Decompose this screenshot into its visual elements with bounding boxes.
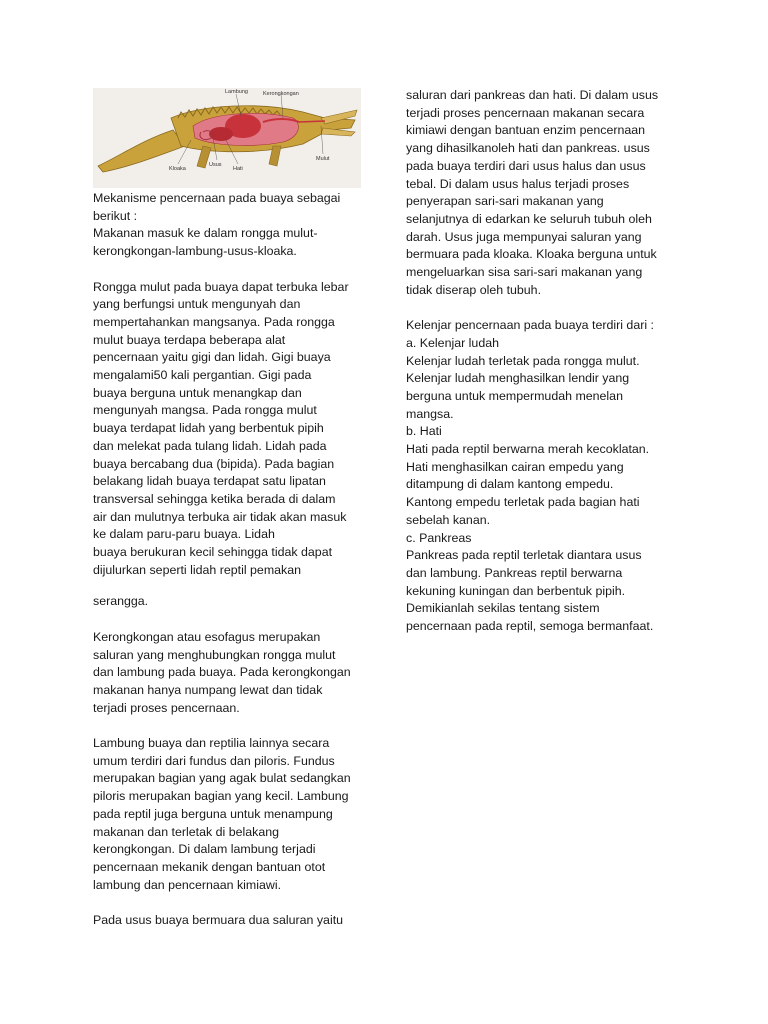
intestine-paragraph: saluran dari pankreas dan hati. Di dalam usus terjadi proses pencernaan makanan secara kimiawi dengan bantuan enzim pencernaan yang dihasilkanoleh hati dan pankreas. usus pada buaya terdiri dari usus halus dan usus tebal. Di dalam usus halus terjadi proses penyerapan sari-sari makanan yang selanjutnya di edarkan ke seluruh tubuh oleh darah. Usus juga mempunyai saluran yang bermuara pada kloaka. Kloaka berguna untuk mengeluarkan sisa sari-sari makanan yang tidak diserap oleh tubuh.	[406, 88, 659, 297]
mouth-paragraph-end: serangga.	[93, 594, 149, 609]
crocodile-illustration	[93, 88, 361, 188]
esophagus-front	[299, 121, 325, 122]
crocodile-digestion-figure	[93, 88, 361, 188]
intro-paragraph: Mekanisme pencernaan pada buaya sebagai berikut : Makanan masuk ke dalam rongga mulut- kerongkongan-lambung-usus-kloaka.	[93, 191, 341, 259]
label-mulut: Mulut	[316, 156, 330, 162]
intestine-paragraph-start: Pada usus buaya bermuara dua saluran yaitu	[93, 913, 344, 928]
label-usus: Usus	[209, 162, 222, 168]
left-column	[93, 190, 365, 930]
label-kloaka: Kloaka	[169, 166, 186, 172]
right-column	[406, 87, 676, 636]
label-hati: Hati	[233, 166, 243, 172]
mouth-paragraph: Rongga mulut pada buaya dapat terbuka lebar yang berfungsi untuk mengunyah dan mempertahankan mangsanya. Pada rongga mulut buaya terdapa beberapa alat pencernaan yaitu gigi dan lidah. Gigi buaya mengalami50 kali pergantian. Gigi pada buaya berguna untuk menangkap dan mengunyah mangsa. Pada rongga mulut buaya terdapat lidah yang berbentuk pipih dan melekat pada tulang lidah. Lidah pada buaya bercabang dua (bipida). Pada bagian belakang lidah buaya terdapat satu lipatan transversal sehingga ketika berada di dalam air dan mulutnya terbuka air tidak akan masuk ke dalam paru-paru buaya. Lidah buaya berukuran kecil sehingga tidak dapat dijulurkan seperti lidah reptil pemakan	[93, 279, 349, 577]
esophagus-paragraph: Kerongkongan atau esofagus merupakan saluran yang menghubungkan rongga mulut dan lambung pada buaya. Pada kerongkongan makanan hanya numpang lewat dan tidak terjadi proses pencernaan.	[93, 629, 351, 715]
label-lambung: Lambung	[225, 89, 248, 95]
stomach-paragraph: Lambung buaya dan reptilia lainnya secara umum terdiri dari fundus dan piloris. Fundus merupakan bagian yang agak bulat sedangkan piloris merupakan bagian yang kecil. Lambung pada reptil juga berguna untuk menampung makanan dan terletak di belakang kerongkongan. Di dalam lambung terjadi pencernaan mekanik dengan bantuan otot lambung dan pencernaan kimiawi.	[93, 736, 351, 892]
glands-paragraph: Kelenjar pencernaan pada buaya terdiri dari : a. Kelenjar ludah Kelenjar ludah terletak pada rongga mulut. Kelenjar ludah menghasilkan lendir yang berguna untuk mempermudah menelan mangsa. b. Hati Hati pada reptil berwarna merah kecoklatan. Hati menghasilkan cairan empedu yang ditampung di dalam kantong empedu. Kantong empedu terletak pada bagian hati sebelah kanan. c. Pankreas Pankreas pada reptil terletak diantara usus dan lambung. Pankreas reptil berwarna kekuning kuningan dan berbentuk pipih. Demikianlah sekilas tentang sistem pencernaan pada reptil, semoga bermanfaat.	[406, 318, 654, 634]
label-kerongkongan: Kerongkongan	[263, 91, 299, 97]
